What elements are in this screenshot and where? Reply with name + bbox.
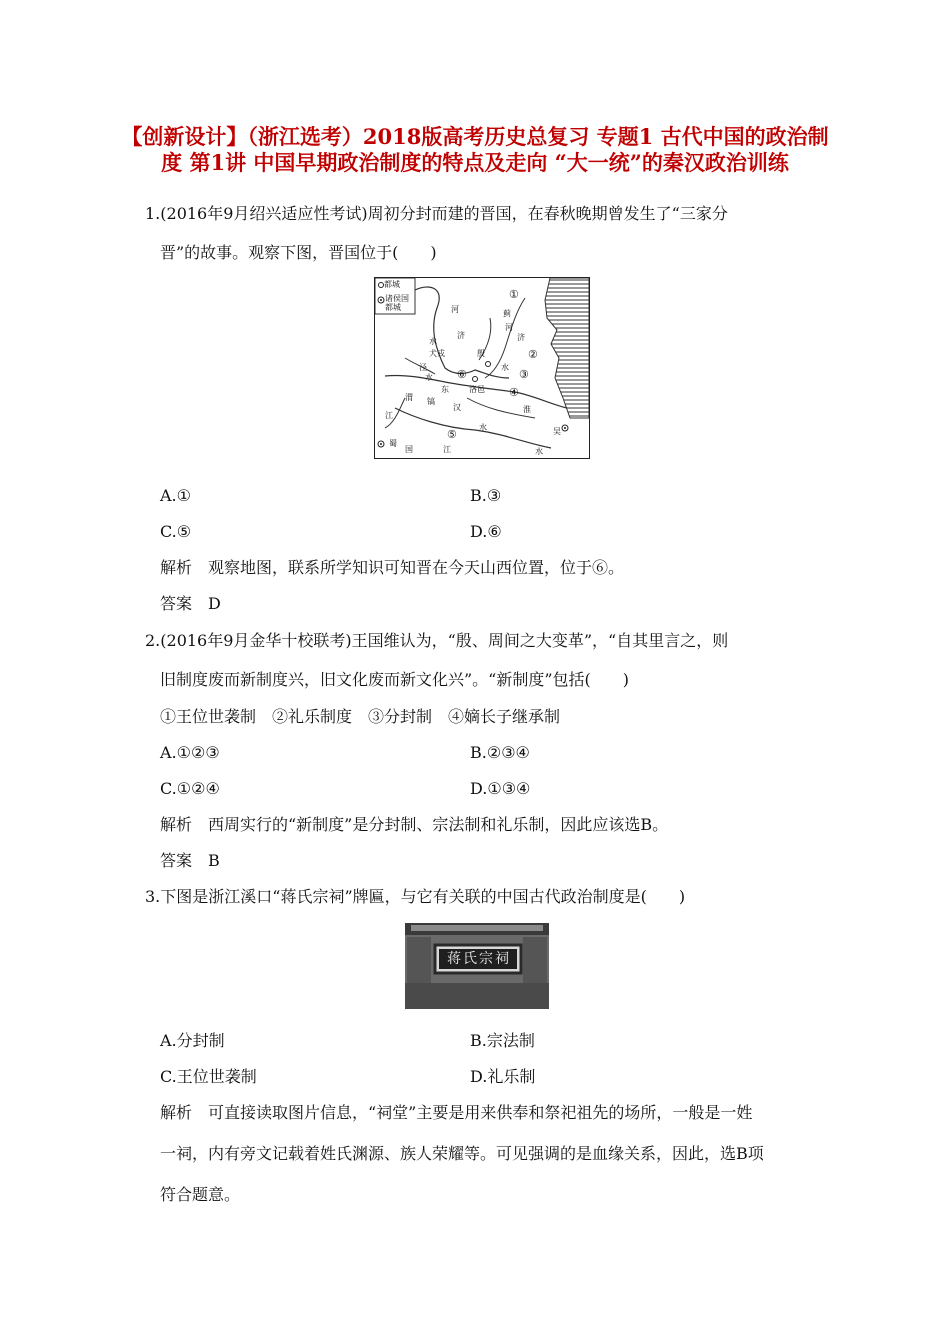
q2-answer: 答案 B	[160, 851, 220, 870]
map-label-ji: 济	[457, 331, 465, 340]
map-label-2: ②	[528, 348, 538, 361]
q2-option-d: D.①③④	[470, 779, 531, 798]
map-label-jiang2: 江	[443, 445, 451, 454]
q2-option-a: A.①②③	[160, 743, 220, 762]
q3-option-a: A.分封制	[160, 1031, 225, 1050]
map-label-dong: 东	[441, 385, 449, 394]
q1-analysis: 解析 观察地图，联系所学知识可知晋在今天山西位置，位于⑥。	[160, 558, 625, 577]
q3-analysis-line2: 一祠，内有旁文记载着姓氏渊源、族人荣耀等。可见强调的是血缘关系，因此，选B项	[160, 1144, 764, 1163]
q3-option-c: C.王位世袭制	[160, 1067, 257, 1086]
map-label-huai: 淮	[523, 405, 531, 414]
map-label-yin: 殷	[477, 349, 485, 358]
map-label-quanrong: 犬戎	[429, 349, 445, 358]
map-label-luoyi: 洛邑	[469, 385, 485, 394]
q1-option-b: B.③	[470, 486, 502, 505]
q3-stem: 3.下图是浙江溪口“蒋氏宗祠”牌匾，与它有关联的中国古代政治制度是( )	[145, 887, 686, 906]
map-label-shui2: 水	[425, 373, 433, 382]
map-label-guo: 国	[405, 445, 413, 454]
q1-answer: 答案 D	[160, 594, 221, 613]
q2-option-b: B.②③④	[470, 743, 530, 762]
q2-items: ①王位世袭制 ②礼乐制度 ③分封制 ④嫡长子继承制	[160, 707, 561, 726]
q3-analysis-line1: 解析 可直接读取图片信息，“祠堂”主要是用来供奉和祭祀祖先的场所，一般是一姓	[160, 1103, 753, 1122]
q3-option-b: B.宗法制	[470, 1031, 535, 1050]
legend-state: 诸侯国	[385, 294, 409, 303]
map-label-jiang: 江	[385, 411, 393, 420]
q3-analysis-line3: 符合题意。	[160, 1185, 241, 1204]
map-label-ji2: 蓟	[503, 309, 511, 318]
map-label-han: 汉	[453, 403, 461, 412]
map-label-shui: 水	[429, 337, 437, 346]
map-label-he2: 河	[505, 323, 513, 332]
legend-capital: 都城	[384, 280, 400, 289]
map-label-ji3: 济	[517, 333, 525, 342]
map-label-1: ①	[509, 288, 519, 301]
q2-stem-line1: 2.(2016年9月金华十校联考)王国维认为，“殷、周间之大变革”，“自其里言之，则	[145, 631, 729, 650]
map-label-wei: 渭	[405, 393, 413, 402]
q1-stem-line2: 晋”的故事。观察下图，晋国位于( )	[160, 243, 437, 262]
map-label-shui4: 水	[501, 363, 509, 372]
map-label-shui5: 水	[535, 447, 543, 456]
q2-analysis: 解析 西周实行的“新制度”是分封制、宗法制和礼乐制，因此应该选B。	[160, 815, 669, 834]
q3-option-d: D.礼乐制	[470, 1067, 536, 1086]
map-label-wu: 吴	[553, 427, 561, 436]
map-label-5: ⑤	[447, 428, 457, 441]
q1-option-d: D.⑥	[470, 522, 502, 541]
plaque-photo	[405, 923, 549, 1009]
q1-option-a: A.①	[160, 486, 191, 505]
map-label-3: ③	[519, 368, 529, 381]
map-label-shui3: 水	[479, 423, 487, 432]
map-figure	[374, 277, 590, 459]
document-title: 【创新设计】（浙江选考）2018版高考历史总复习 专题1 古代中国的政治制度 第1讲 中国早期政治制度的特点及走向 “大一统”的秦汉政治训练	[121, 124, 829, 175]
q1-option-c: C.⑤	[160, 522, 192, 541]
map-label-shu: 蜀	[389, 439, 397, 448]
map-label-4: ④	[509, 386, 519, 399]
map-label-he: 河	[451, 305, 459, 314]
legend-state-capital: 都城	[385, 303, 401, 312]
q2-stem-line2: 旧制度废而新制度兴，旧文化废而新文化兴”。“新制度”包括( )	[160, 670, 630, 689]
map-label-jing: 泾	[419, 363, 427, 372]
q1-stem-line1: 1.(2016年9月绍兴适应性考试)周初分封而建的晋国，在春秋晚期曾发生了“三家分	[145, 204, 728, 223]
map-label-hao: 镐	[427, 397, 435, 406]
q2-option-c: C.①②④	[160, 779, 220, 798]
map-label-6: ⑥	[457, 368, 467, 381]
plaque-text: 蒋氏宗祠	[447, 951, 511, 967]
